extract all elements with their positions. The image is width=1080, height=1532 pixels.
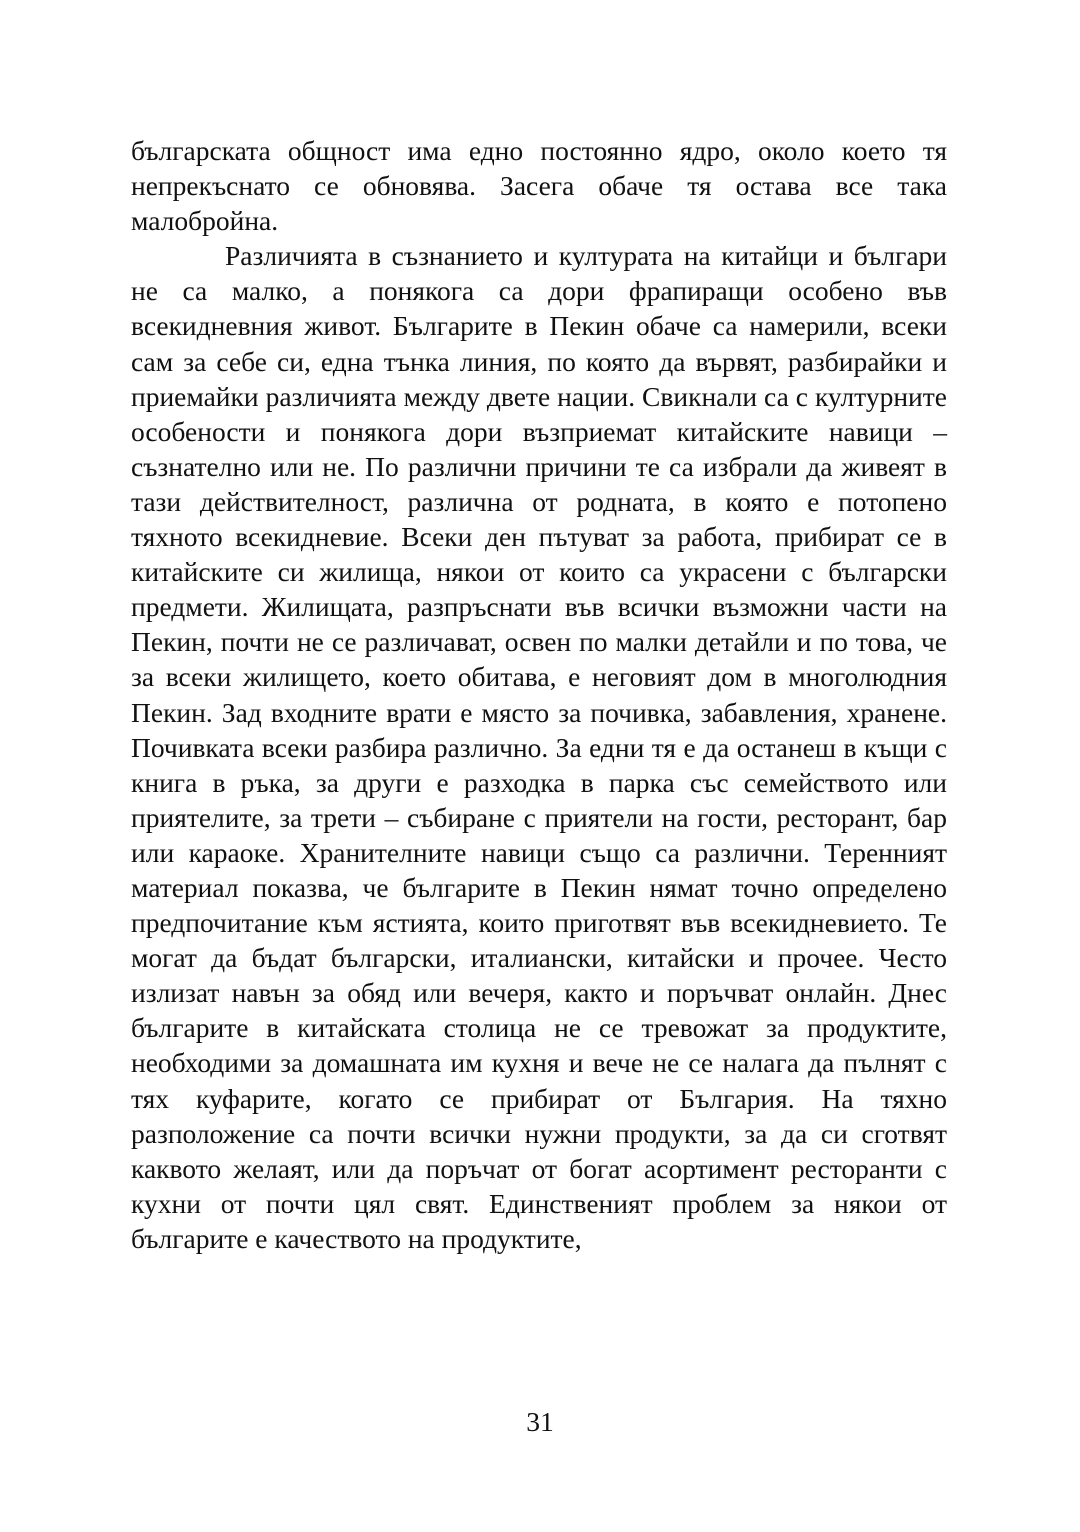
paragraph-1: българската общност има едно постоянно ядро, около което тя непрекъснато се обновява. Засега обаче тя остава все така малобройна.	[131, 135, 947, 237]
paragraph-2: Различията в съзнанието и културата на китайци и българи не са малко, а понякога са дори фрапиращи особено във всекидневния живот. Българите в Пекин обаче са намерили, всеки сам за себе си, една тънка линия, по която да вървят, разбирайки и приемайки различията между двете нации. Свикнали са с културните особености и понякога дори възприемат китайските навици – съзнателно или не. По различни причини те са избрали да живеят в тази действителност, различна от родната, в която е потопено тяхното всекидневие. Всеки ден пътуват за работа, прибират се в китайските си жилища, някои от които са украсени с български предмети. Жилищата, разпръснати във всички възможни части на Пекин, почти не се различават, освен по малки детайли и по това, че за всеки жилището, което обитава, е неговият дом в многолюдния Пекин. Зад входните врати е място за почивка, забавления, хранене. Почивката всеки разбира различно. За едни тя е да останеш в къщи с книга в ръка, за други е разходка в парка със семейството или приятелите, за трети – събиране с приятели на гости, ресторант, бар или караоке. Хранителните навици също са различни. Теренният материал показва, че българите в Пекин нямат точно определено предпочитание към ястията, които приготвят във всекидневието. Те могат да бъдат български, италиански, китайски и прочее. Често излизат навън за обяд или вечеря, както и поръчват онлайн. Днес българите в китайската столица не се тревожат за продуктите, необходими за домашната им кухня и вече не се налага да пълнят с тях куфарите, когато се прибират от България. На тяхно разположение са почти всички нужни продукти, за да си сготвят каквото желаят, или да поръчат от богат асортимент ресторанти с кухни от почти цял свят. Единственият проблем за някои от българите е качеството на продуктите,	[131, 240, 947, 1254]
page-body	[131, 133, 947, 1256]
page-number: 31	[526, 1406, 554, 1437]
